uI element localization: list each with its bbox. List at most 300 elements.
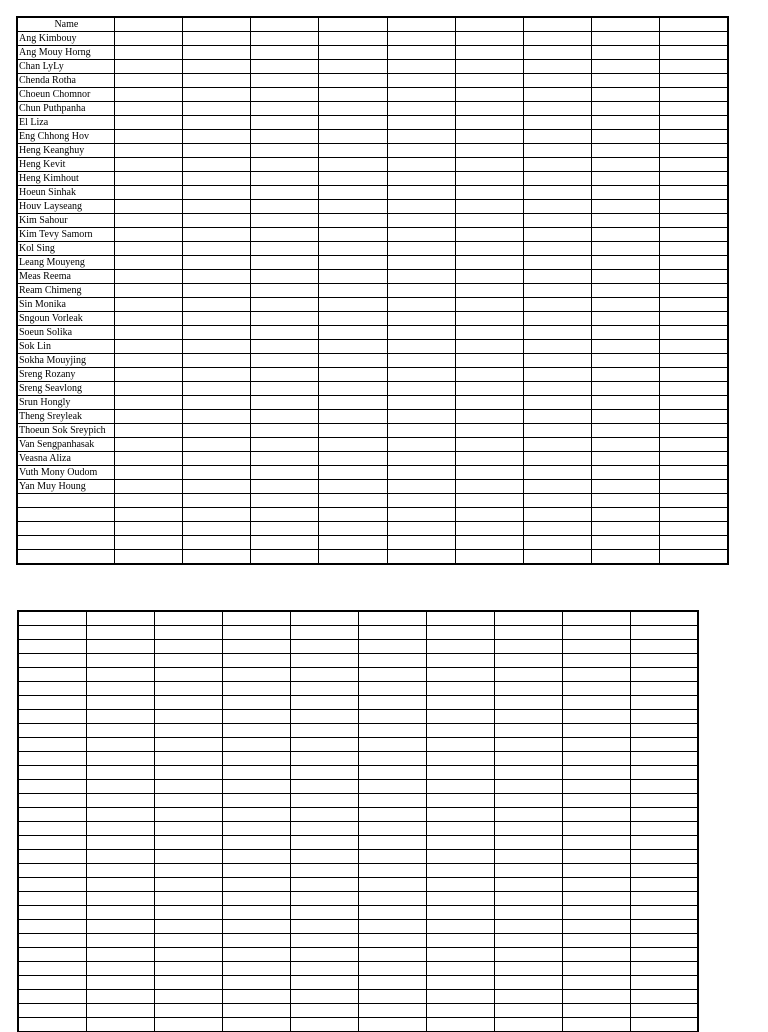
blank-cell (387, 396, 455, 410)
blank-cell (387, 228, 455, 242)
blank-cell (387, 536, 455, 550)
student-name-cell (17, 494, 114, 508)
student-roster-table (16, 16, 729, 565)
blank-cell (154, 878, 222, 892)
blank-cell (630, 626, 698, 640)
blank-cell (592, 396, 660, 410)
table-row (18, 1004, 698, 1018)
header-blank-cell (523, 17, 591, 32)
blank-cell (182, 144, 250, 158)
blank-cell (222, 1018, 290, 1032)
header-blank-cell (182, 17, 250, 32)
blank-cell (114, 424, 182, 438)
blank-grid-body (18, 611, 698, 1032)
blank-cell (523, 466, 591, 480)
student-name-cell: Ang Kimbouy (17, 32, 114, 46)
blank-cell (251, 410, 319, 424)
blank-cell (18, 611, 86, 626)
blank-cell (455, 494, 523, 508)
blank-cell (319, 270, 387, 284)
table-row (18, 990, 698, 1004)
blank-cell (86, 948, 154, 962)
blank-cell (387, 312, 455, 326)
blank-cell (290, 780, 358, 794)
blank-cell (455, 312, 523, 326)
blank-cell (426, 794, 494, 808)
blank-cell (358, 654, 426, 668)
blank-cell (592, 214, 660, 228)
table-row (17, 130, 728, 144)
blank-cell (630, 990, 698, 1004)
blank-cell (154, 1004, 222, 1018)
blank-cell (592, 368, 660, 382)
blank-cell (86, 906, 154, 920)
blank-cell (660, 508, 728, 522)
blank-cell (251, 88, 319, 102)
blank-cell (182, 130, 250, 144)
blank-cell (290, 906, 358, 920)
blank-cell (319, 508, 387, 522)
blank-cell (86, 1018, 154, 1032)
blank-cell (114, 298, 182, 312)
blank-cell (426, 906, 494, 920)
blank-cell (154, 836, 222, 850)
blank-cell (358, 611, 426, 626)
blank-cell (426, 724, 494, 738)
blank-cell (86, 934, 154, 948)
blank-cell (290, 892, 358, 906)
blank-cell (660, 130, 728, 144)
blank-cell (455, 284, 523, 298)
blank-cell (358, 752, 426, 766)
blank-cell (222, 962, 290, 976)
blank-cell (562, 1018, 630, 1032)
blank-cell (426, 934, 494, 948)
student-name-cell: Sokha Mouyjing (17, 354, 114, 368)
blank-cell (251, 522, 319, 536)
blank-cell (86, 892, 154, 906)
blank-cell (319, 312, 387, 326)
blank-cell (455, 200, 523, 214)
blank-cell (290, 948, 358, 962)
student-name-cell: Meas Reema (17, 270, 114, 284)
table-row (17, 298, 728, 312)
blank-cell (18, 934, 86, 948)
blank-cell (494, 920, 562, 934)
blank-cell (660, 284, 728, 298)
blank-cell (660, 144, 728, 158)
student-name-cell: Kol Sing (17, 242, 114, 256)
blank-cell (630, 962, 698, 976)
blank-cell (455, 536, 523, 550)
blank-cell (455, 550, 523, 565)
table-row (17, 256, 728, 270)
blank-cell (562, 752, 630, 766)
blank-cell (455, 158, 523, 172)
blank-cell (222, 682, 290, 696)
blank-cell (86, 682, 154, 696)
blank-cell (523, 158, 591, 172)
blank-cell (494, 766, 562, 780)
blank-cell (358, 990, 426, 1004)
blank-cell (114, 522, 182, 536)
blank-cell (660, 60, 728, 74)
blank-cell (251, 452, 319, 466)
table-row (17, 326, 728, 340)
blank-cell (222, 864, 290, 878)
blank-cell (154, 808, 222, 822)
blank-cell (114, 452, 182, 466)
blank-cell (182, 242, 250, 256)
table-row (18, 668, 698, 682)
blank-cell (18, 766, 86, 780)
blank-cell (660, 46, 728, 60)
blank-cell (426, 948, 494, 962)
blank-cell (426, 710, 494, 724)
blank-cell (251, 396, 319, 410)
blank-cell (18, 836, 86, 850)
blank-cell (319, 172, 387, 186)
blank-cell (455, 410, 523, 424)
blank-cell (523, 536, 591, 550)
student-name-cell: Srun Hongly (17, 396, 114, 410)
table-row (18, 934, 698, 948)
table-row (17, 158, 728, 172)
blank-cell (358, 808, 426, 822)
blank-cell (222, 850, 290, 864)
blank-cell (222, 878, 290, 892)
blank-cell (18, 626, 86, 640)
blank-cell (18, 1018, 86, 1032)
blank-cell (358, 710, 426, 724)
table-row (17, 270, 728, 284)
blank-cell (592, 32, 660, 46)
blank-cell (154, 654, 222, 668)
blank-cell (562, 836, 630, 850)
blank-cell (154, 962, 222, 976)
blank-cell (592, 536, 660, 550)
blank-cell (426, 822, 494, 836)
blank-cell (319, 550, 387, 565)
blank-cell (494, 934, 562, 948)
blank-cell (114, 228, 182, 242)
blank-cell (387, 256, 455, 270)
blank-cell (660, 32, 728, 46)
blank-cell (592, 46, 660, 60)
table-row (17, 74, 728, 88)
blank-cell (222, 990, 290, 1004)
blank-cell (290, 920, 358, 934)
table-row (17, 32, 728, 46)
table-row (17, 396, 728, 410)
blank-cell (222, 920, 290, 934)
blank-cell (114, 326, 182, 340)
blank-cell (387, 172, 455, 186)
student-name-cell: Veasna Aliza (17, 452, 114, 466)
table-row (18, 822, 698, 836)
blank-cell (523, 256, 591, 270)
blank-cell (182, 32, 250, 46)
blank-cell (290, 640, 358, 654)
blank-cell (358, 724, 426, 738)
blank-cell (630, 850, 698, 864)
blank-cell (523, 60, 591, 74)
blank-cell (660, 298, 728, 312)
blank-cell (494, 850, 562, 864)
student-name-cell: Soeun Solika (17, 326, 114, 340)
blank-cell (592, 480, 660, 494)
blank-cell (358, 780, 426, 794)
blank-cell (251, 186, 319, 200)
blank-cell (222, 934, 290, 948)
blank-cell (86, 836, 154, 850)
blank-cell (18, 696, 86, 710)
blank-cell (319, 32, 387, 46)
blank-cell (592, 326, 660, 340)
student-name-cell: Chan LyLy (17, 60, 114, 74)
blank-cell (630, 1004, 698, 1018)
blank-cell (251, 466, 319, 480)
table-row (18, 920, 698, 934)
blank-cell (387, 424, 455, 438)
blank-cell (523, 452, 591, 466)
blank-cell (182, 424, 250, 438)
blank-cell (290, 752, 358, 766)
blank-cell (319, 438, 387, 452)
blank-cell (290, 626, 358, 640)
blank-cell (562, 766, 630, 780)
blank-cell (182, 396, 250, 410)
blank-cell (222, 892, 290, 906)
blank-cell (154, 892, 222, 906)
blank-cell (630, 696, 698, 710)
blank-cell (319, 102, 387, 116)
blank-cell (562, 864, 630, 878)
blank-cell (562, 976, 630, 990)
blank-cell (630, 766, 698, 780)
blank-cell (660, 158, 728, 172)
student-name-cell: Hoeun Sinhak (17, 186, 114, 200)
student-name-cell: Yan Muy Houng (17, 480, 114, 494)
blank-cell (114, 256, 182, 270)
table-row (17, 340, 728, 354)
blank-cell (387, 186, 455, 200)
blank-cell (562, 878, 630, 892)
student-name-cell: Chun Puthpanha (17, 102, 114, 116)
blank-cell (592, 340, 660, 354)
blank-cell (387, 102, 455, 116)
blank-cell (562, 794, 630, 808)
blank-cell (319, 158, 387, 172)
blank-cell (494, 808, 562, 822)
blank-cell (182, 158, 250, 172)
blank-cell (630, 808, 698, 822)
table-row (18, 724, 698, 738)
blank-cell (630, 906, 698, 920)
blank-cell (86, 780, 154, 794)
student-name-cell: Sin Monika (17, 298, 114, 312)
blank-cell (455, 60, 523, 74)
header-blank-cell (387, 17, 455, 32)
blank-cell (154, 682, 222, 696)
table-row (18, 710, 698, 724)
blank-cell (592, 494, 660, 508)
blank-cell (592, 74, 660, 88)
blank-cell (290, 654, 358, 668)
blank-cell (630, 640, 698, 654)
blank-cell (222, 780, 290, 794)
header-blank-cell (455, 17, 523, 32)
blank-cell (426, 1018, 494, 1032)
blank-cell (426, 752, 494, 766)
blank-cell (86, 864, 154, 878)
blank-cell (562, 682, 630, 696)
blank-cell (562, 850, 630, 864)
table-row (18, 780, 698, 794)
blank-cell (18, 668, 86, 682)
blank-cell (562, 640, 630, 654)
blank-cell (251, 536, 319, 550)
blank-cell (319, 382, 387, 396)
student-name-cell: Sngoun Vorleak (17, 312, 114, 326)
table-row (17, 312, 728, 326)
table-row (18, 948, 698, 962)
blank-cell (222, 836, 290, 850)
blank-cell (630, 864, 698, 878)
blank-cell (251, 368, 319, 382)
blank-cell (387, 410, 455, 424)
blank-cell (182, 522, 250, 536)
blank-cell (86, 710, 154, 724)
blank-cell (426, 836, 494, 850)
blank-cell (592, 522, 660, 536)
blank-cell (86, 640, 154, 654)
blank-cell (18, 962, 86, 976)
blank-cell (592, 466, 660, 480)
blank-cell (660, 550, 728, 565)
blank-cell (387, 354, 455, 368)
student-name-cell: Heng Kimhout (17, 172, 114, 186)
blank-cell (319, 480, 387, 494)
blank-cell (86, 920, 154, 934)
blank-cell (630, 724, 698, 738)
blank-cell (660, 228, 728, 242)
table-row (18, 794, 698, 808)
blank-cell (660, 438, 728, 452)
blank-cell (455, 382, 523, 396)
blank-cell (523, 172, 591, 186)
table-row (18, 738, 698, 752)
blank-cell (523, 396, 591, 410)
blank-cell (592, 270, 660, 284)
blank-cell (387, 480, 455, 494)
blank-cell (387, 284, 455, 298)
blank-grid-table (17, 610, 699, 1032)
blank-cell (523, 438, 591, 452)
blank-cell (426, 878, 494, 892)
blank-cell (114, 508, 182, 522)
blank-cell (358, 696, 426, 710)
blank-cell (319, 228, 387, 242)
blank-cell (18, 976, 86, 990)
blank-cell (319, 298, 387, 312)
blank-cell (114, 410, 182, 424)
blank-cell (251, 438, 319, 452)
blank-cell (387, 116, 455, 130)
blank-cell (18, 822, 86, 836)
blank-cell (319, 410, 387, 424)
blank-cell (290, 1004, 358, 1018)
header-blank-cell (592, 17, 660, 32)
table-row (18, 976, 698, 990)
blank-cell (182, 312, 250, 326)
blank-cell (222, 976, 290, 990)
blank-cell (455, 340, 523, 354)
table-row (17, 508, 728, 522)
student-name-cell: Heng Keanghuy (17, 144, 114, 158)
blank-cell (426, 626, 494, 640)
blank-cell (494, 892, 562, 906)
blank-cell (114, 382, 182, 396)
blank-cell (592, 424, 660, 438)
blank-cell (630, 710, 698, 724)
blank-cell (358, 822, 426, 836)
blank-cell (114, 200, 182, 214)
blank-cell (455, 270, 523, 284)
blank-cell (86, 878, 154, 892)
header-blank-cell (114, 17, 182, 32)
blank-cell (182, 270, 250, 284)
blank-cell (523, 424, 591, 438)
blank-cell (494, 794, 562, 808)
blank-cell (358, 738, 426, 752)
blank-cell (523, 508, 591, 522)
blank-cell (114, 550, 182, 565)
blank-cell (592, 284, 660, 298)
blank-cell (387, 382, 455, 396)
blank-cell (523, 46, 591, 60)
blank-cell (660, 396, 728, 410)
table-row (18, 808, 698, 822)
blank-cell (86, 668, 154, 682)
blank-cell (18, 738, 86, 752)
blank-cell (251, 60, 319, 74)
blank-cell (660, 410, 728, 424)
blank-cell (660, 326, 728, 340)
blank-cell (455, 368, 523, 382)
blank-cell (222, 738, 290, 752)
blank-cell (660, 494, 728, 508)
blank-cell (455, 214, 523, 228)
table-row (17, 242, 728, 256)
blank-cell (290, 934, 358, 948)
blank-cell (523, 410, 591, 424)
blank-cell (222, 654, 290, 668)
blank-cell (114, 88, 182, 102)
blank-cell (290, 794, 358, 808)
blank-cell (426, 766, 494, 780)
blank-cell (592, 438, 660, 452)
blank-cell (18, 1004, 86, 1018)
student-name-cell: Kim Sahour (17, 214, 114, 228)
student-name-cell: Thoeun Sok Sreypich (17, 424, 114, 438)
blank-cell (182, 550, 250, 565)
blank-cell (562, 962, 630, 976)
blank-cell (387, 88, 455, 102)
blank-cell (290, 766, 358, 780)
blank-cell (630, 752, 698, 766)
blank-cell (290, 836, 358, 850)
